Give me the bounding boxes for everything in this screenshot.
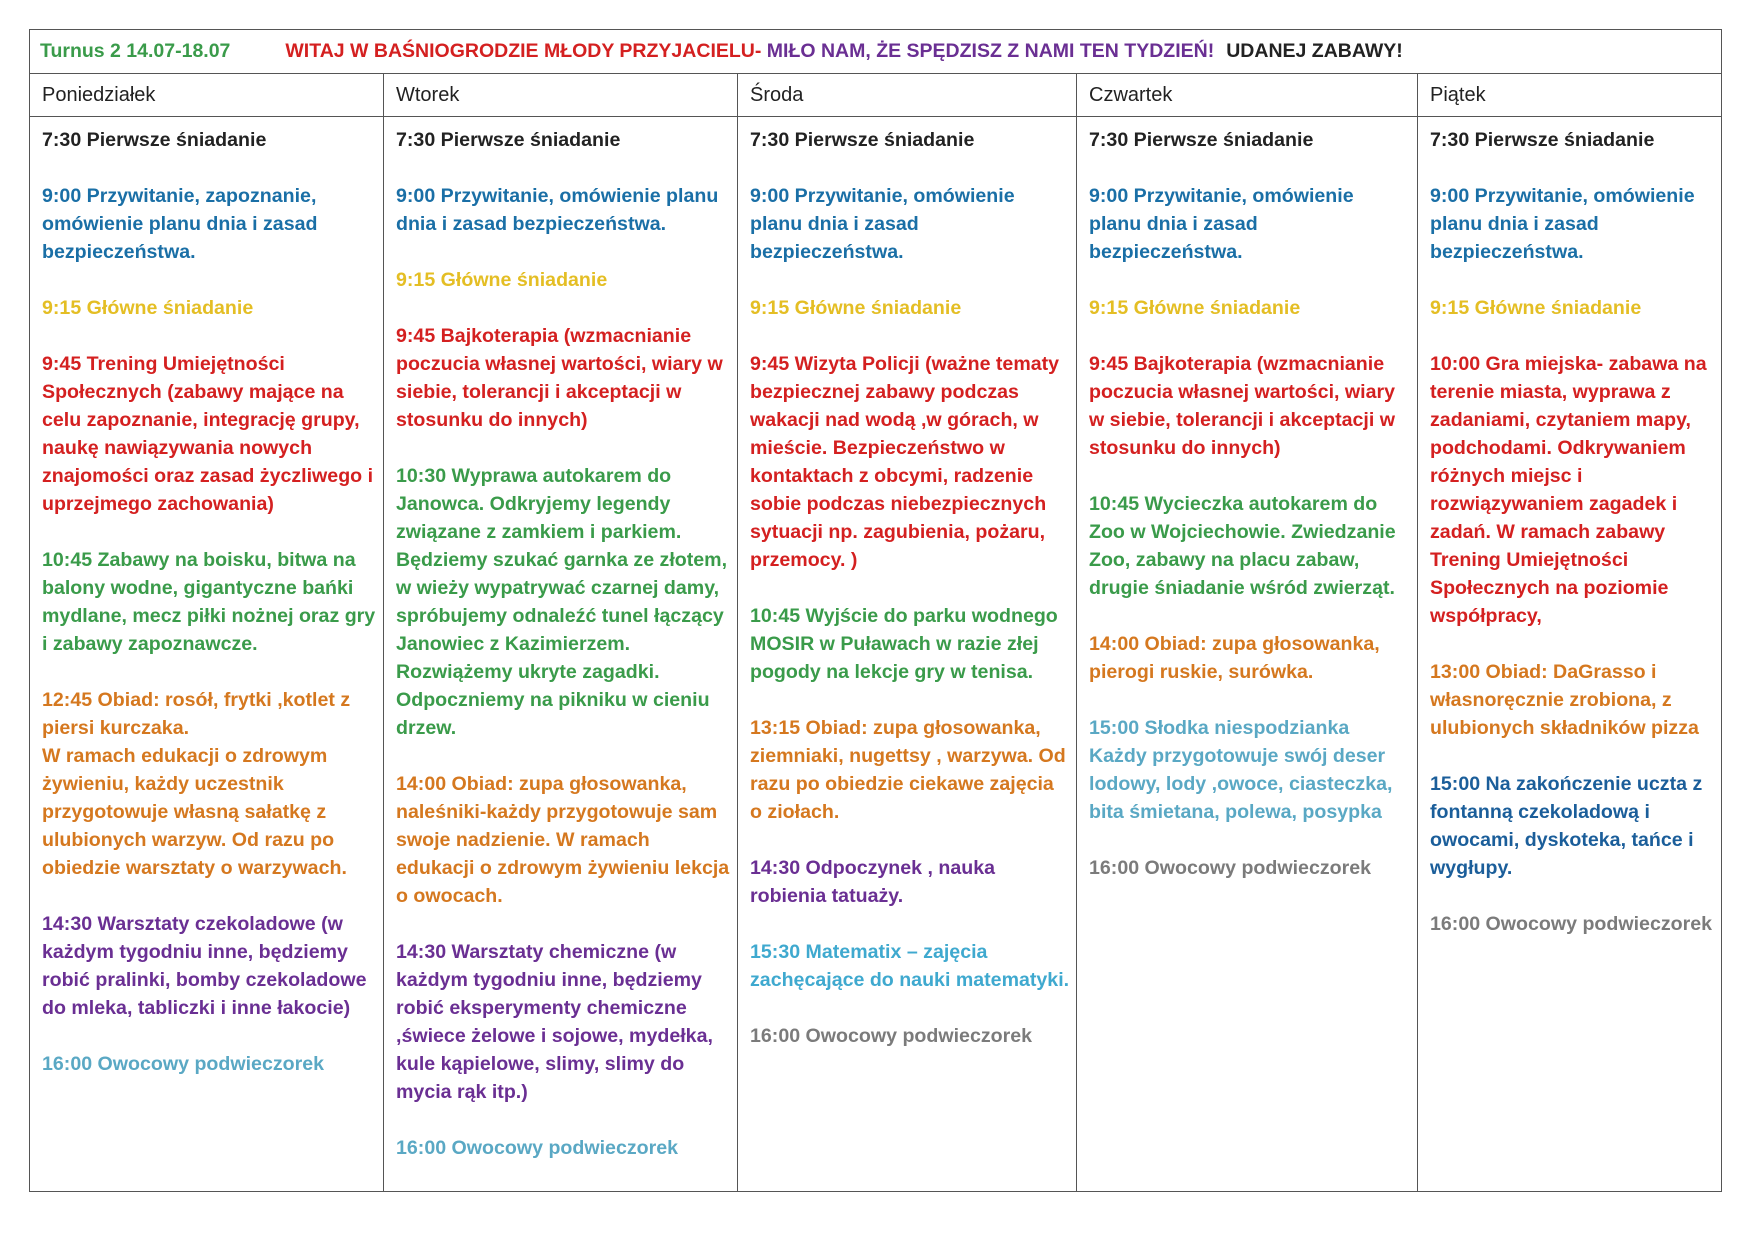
title-row: [30, 30, 1722, 74]
schedule-entry: [750, 182, 1070, 266]
schedule-entry: [42, 546, 377, 658]
day-header-row: [30, 74, 1722, 117]
schedule-entry-text: 9:45 Wizyta Policji (ważne tematy bezpiecznej zabawy podczas wakacji nad wodą ,w górach, w mieście. Bezpieczeństwo w kontaktach z obcymi, radzenie sobie podczas niebezpiecznych sytuacji np. zagubienia, pożaru, przemocy. ): [750, 353, 1060, 571]
schedule-entry-text: 10:30 Wyprawa autokarem do Janowca. Odkryjemy legendy związane z zamkiem i parkiem. Będziemy szukać garnka ze złotem, w wieży wypatrywać czarnej damy, spróbujemy odnaleźć tunel łączący Janowiec z Kazimierzem. Rozwiążemy ukryte zagadki. Odpoczniemy na pikniku w cieniu drzew.: [396, 465, 728, 739]
schedule-entry: [750, 854, 1070, 910]
schedule-entry: [1089, 294, 1411, 322]
schedule-entry: [1089, 490, 1411, 602]
schedule-entry-text: 10:00 Gra miejska- zabawa na terenie miasta, wyprawa z zadaniami, czytaniem mapy, podchodami. Odkrywaniem różnych miejsc i rozwiązywaniem zagadek i zadań. W ramach zabawy Trening Umiejętności Społecznych na poziomie współpracy,: [1430, 353, 1707, 627]
schedule-entry: [42, 126, 377, 154]
schedule-entry-text: 12:45 Obiad: rosół, frytki ,kotlet z piersi kurczaka.: [42, 689, 351, 739]
schedule-entry-text: 10:45 Wycieczka autokarem do Zoo w Wojciechowie. Zwiedzanie Zoo, zabawy na placu zabaw, drugie śniadanie wśród zwierząt.: [1089, 493, 1396, 599]
schedule-entry-text: 9:00 Przywitanie, omówienie planu dnia i zasad bezpieczeństwa.: [1430, 185, 1695, 263]
schedule-entry-text: 9:15 Główne śniadanie: [1430, 297, 1642, 319]
schedule-entry-text: 7:30 Pierwsze śniadanie: [396, 129, 621, 151]
schedule-entry-text: 16:00 Owocowy podwieczorek: [1430, 913, 1713, 935]
day-column-wednesday: [738, 117, 1077, 1192]
schedule-entry: [1089, 630, 1411, 686]
schedule-entry-text: 7:30 Pierwsze śniadanie: [1430, 129, 1655, 151]
schedule-entry-text: 9:45 Bajkoterapia (wzmacnianie poczucia własnej wartości, wiary w siebie, tolerancji i akceptacji w stosunku do innych): [1089, 353, 1396, 459]
schedule-entry: [1430, 350, 1715, 630]
schedule-entry: [1430, 126, 1715, 154]
schedule-entry: [1430, 658, 1715, 742]
schedule-entry-text: 9:15 Główne śniadanie: [42, 297, 254, 319]
schedule-entry-text: 16:00 Owocowy podwieczorek: [1089, 857, 1372, 879]
schedule-entry-text: 9:00 Przywitanie, omówienie planu dnia i zasad bezpieczeństwa.: [396, 185, 719, 235]
day-header-wednesday: Środa: [738, 74, 1077, 117]
schedule-entry: [42, 686, 377, 882]
day-header-friday: Piątek: [1418, 74, 1722, 117]
schedule-entry-text: 15:00 Słodka niespodzianka Każdy przygotowuje swój deser lodowy, lody ,owoce, ciasteczka, bita śmietana, polewa, posypka: [1089, 717, 1393, 823]
day-column-monday: [30, 117, 384, 1192]
schedule-entry: [42, 1050, 377, 1078]
schedule-entry-text: 14:30 Odpoczynek , nauka robienia tatuaży.: [750, 857, 996, 907]
welcome-text: WITAJ W BAŚNIOGRODZIE MŁODY PRZYJACIELU: [285, 40, 755, 62]
schedule-entry-text: 9:00 Przywitanie, omówienie planu dnia i zasad bezpieczeństwa.: [1089, 185, 1354, 263]
schedule-entry: [750, 126, 1070, 154]
day-header-tuesday: Wtorek: [384, 74, 738, 117]
schedule-entry-text: 9:00 Przywitanie, zapoznanie, omówienie planu dnia i zasad bezpieczeństwa.: [42, 185, 318, 263]
schedule-entry: [1089, 714, 1411, 826]
day-column-thursday: [1077, 117, 1418, 1192]
schedule-entry: [42, 294, 377, 322]
schedule-entry-text: 10:45 Wyjście do parku wodnego MOSIR w Puławach w razie złej pogody na lekcje gry w tenisa.: [750, 605, 1058, 683]
turnus-label: Turnus 2 14.07-18.07: [40, 40, 231, 62]
schedule-entry: [1089, 126, 1411, 154]
schedule-entry: [396, 938, 731, 1106]
day-header-monday: Poniedziałek: [30, 74, 384, 117]
schedule-entry-text: W ramach edukacji o zdrowym żywieniu, każdy uczestnik przygotowuje własną sałatkę z ulubionych warzyw. Od razu po obiedzie warsztaty o warzywach.: [42, 745, 347, 879]
schedule-entry-text: 16:00 Owocowy podwieczorek: [42, 1053, 325, 1075]
schedule-entry-text: 7:30 Pierwsze śniadanie: [750, 129, 975, 151]
schedule-sheet: [29, 29, 1721, 1192]
schedule-entry: [396, 462, 731, 742]
schedule-entry: [396, 770, 731, 910]
schedule-entry-text: 15:30 Matematix – zajęcia zachęcające do nauki matematyki.: [750, 941, 1070, 991]
schedule-entry: [1430, 910, 1715, 938]
schedule-entry: [1430, 182, 1715, 266]
title-dash: -: [754, 40, 767, 62]
title-cell: [30, 30, 1722, 74]
schedule-entry-text: 9:45 Trening Umiejętności Społecznych (zabawy mające na celu zapoznanie, integrację grupy, naukę nawiązywania nowych znajomości oraz zasad życzliwego i uprzejmego zachowania): [42, 353, 374, 515]
schedule-entry: [1089, 182, 1411, 266]
schedule-entry-text: 14:30 Warsztaty czekoladowe (w każdym tygodniu inne, będziemy robić pralinki, bomby czekoladowe do mleka, tabliczki i inne łakocie): [42, 913, 367, 1019]
schedule-entry-text: 9:00 Przywitanie, omówienie planu dnia i zasad bezpieczeństwa.: [750, 185, 1015, 263]
schedule-entry: [396, 1134, 731, 1162]
schedule-entry-text: 14:00 Obiad: zupa głosowanka, pierogi ruskie, surówka.: [1089, 633, 1380, 683]
schedule-entry-text: 9:45 Bajkoterapia (wzmacnianie poczucia własnej wartości, wiary w siebie, tolerancji i akceptacji w stosunku do innych): [396, 325, 723, 431]
schedule-entry-text: 9:15 Główne śniadanie: [750, 297, 962, 319]
schedule-entry-text: 9:15 Główne śniadanie: [1089, 297, 1301, 319]
fun-text: UDANEJ ZABAWY!: [1226, 40, 1403, 62]
schedule-entry: [42, 182, 377, 266]
schedule-entry-text: 9:15 Główne śniadanie: [396, 269, 608, 291]
schedule-entry: [1089, 350, 1411, 462]
schedule-entry: [750, 294, 1070, 322]
schedule-entry: [396, 182, 731, 238]
schedule-entry-text: 14:00 Obiad: zupa głosowanka, naleśniki-każdy przygotowuje sam swoje nadzienie. W ramach edukacji o zdrowym żywieniu lekcja o owocach.: [396, 773, 730, 907]
schedule-entry: [396, 322, 731, 434]
schedule-entry-text: 13:15 Obiad: zupa głosowanka, ziemniaki, nugettsy , warzywa. Od razu po obiedzie ciekawe zajęcia o ziołach.: [750, 717, 1066, 823]
schedule-entry-text: 14:30 Warsztaty chemiczne (w każdym tygodniu inne, będziemy robić eksperymenty chemiczne ,świece żelowe i sojowe, mydełka, kule kąpielowe, slimy, slimy do mycia rąk itp.): [396, 941, 713, 1103]
title-line: [40, 30, 1711, 73]
schedule-entry-text: 15:00 Na zakończenie uczta z fontanną czekoladową i owocami, dyskoteka, tańce i wygłupy.: [1430, 773, 1703, 879]
schedule-table: [29, 29, 1722, 1192]
schedule-entry-text: 16:00 Owocowy podwieczorek: [750, 1025, 1033, 1047]
schedule-entry: [1430, 294, 1715, 322]
schedule-entry: [1089, 854, 1411, 882]
schedule-entry: [42, 910, 377, 1022]
schedule-entry: [750, 350, 1070, 574]
schedule-entry: [750, 938, 1070, 994]
day-column-tuesday: [384, 117, 738, 1192]
glad-text: MIŁO NAM, ŻE SPĘDZISZ Z NAMI TEN TYDZIEŃ!: [766, 40, 1215, 62]
schedule-entry-text: 13:00 Obiad: DaGrasso i własnoręcznie zrobiona, z ulubionych składników pizza: [1430, 661, 1699, 739]
schedule-entry-text: 7:30 Pierwsze śniadanie: [1089, 129, 1314, 151]
schedule-entry: [750, 1022, 1070, 1050]
schedule-entry: [750, 602, 1070, 686]
day-content-row: [30, 117, 1722, 1192]
schedule-entry: [1430, 770, 1715, 882]
day-header-thursday: Czwartek: [1077, 74, 1418, 117]
schedule-entry-text: 10:45 Zabawy na boisku, bitwa na balony wodne, gigantyczne bańki mydlane, mecz piłki nożnej oraz gry i zabawy zapoznawcze.: [42, 549, 376, 655]
schedule-entry-text: 16:00 Owocowy podwieczorek: [396, 1137, 679, 1159]
day-column-friday: [1418, 117, 1722, 1192]
schedule-entry-text: 7:30 Pierwsze śniadanie: [42, 129, 267, 151]
schedule-entry: [396, 266, 731, 294]
schedule-entry: [42, 350, 377, 518]
schedule-entry: [396, 126, 731, 154]
schedule-entry: [750, 714, 1070, 826]
